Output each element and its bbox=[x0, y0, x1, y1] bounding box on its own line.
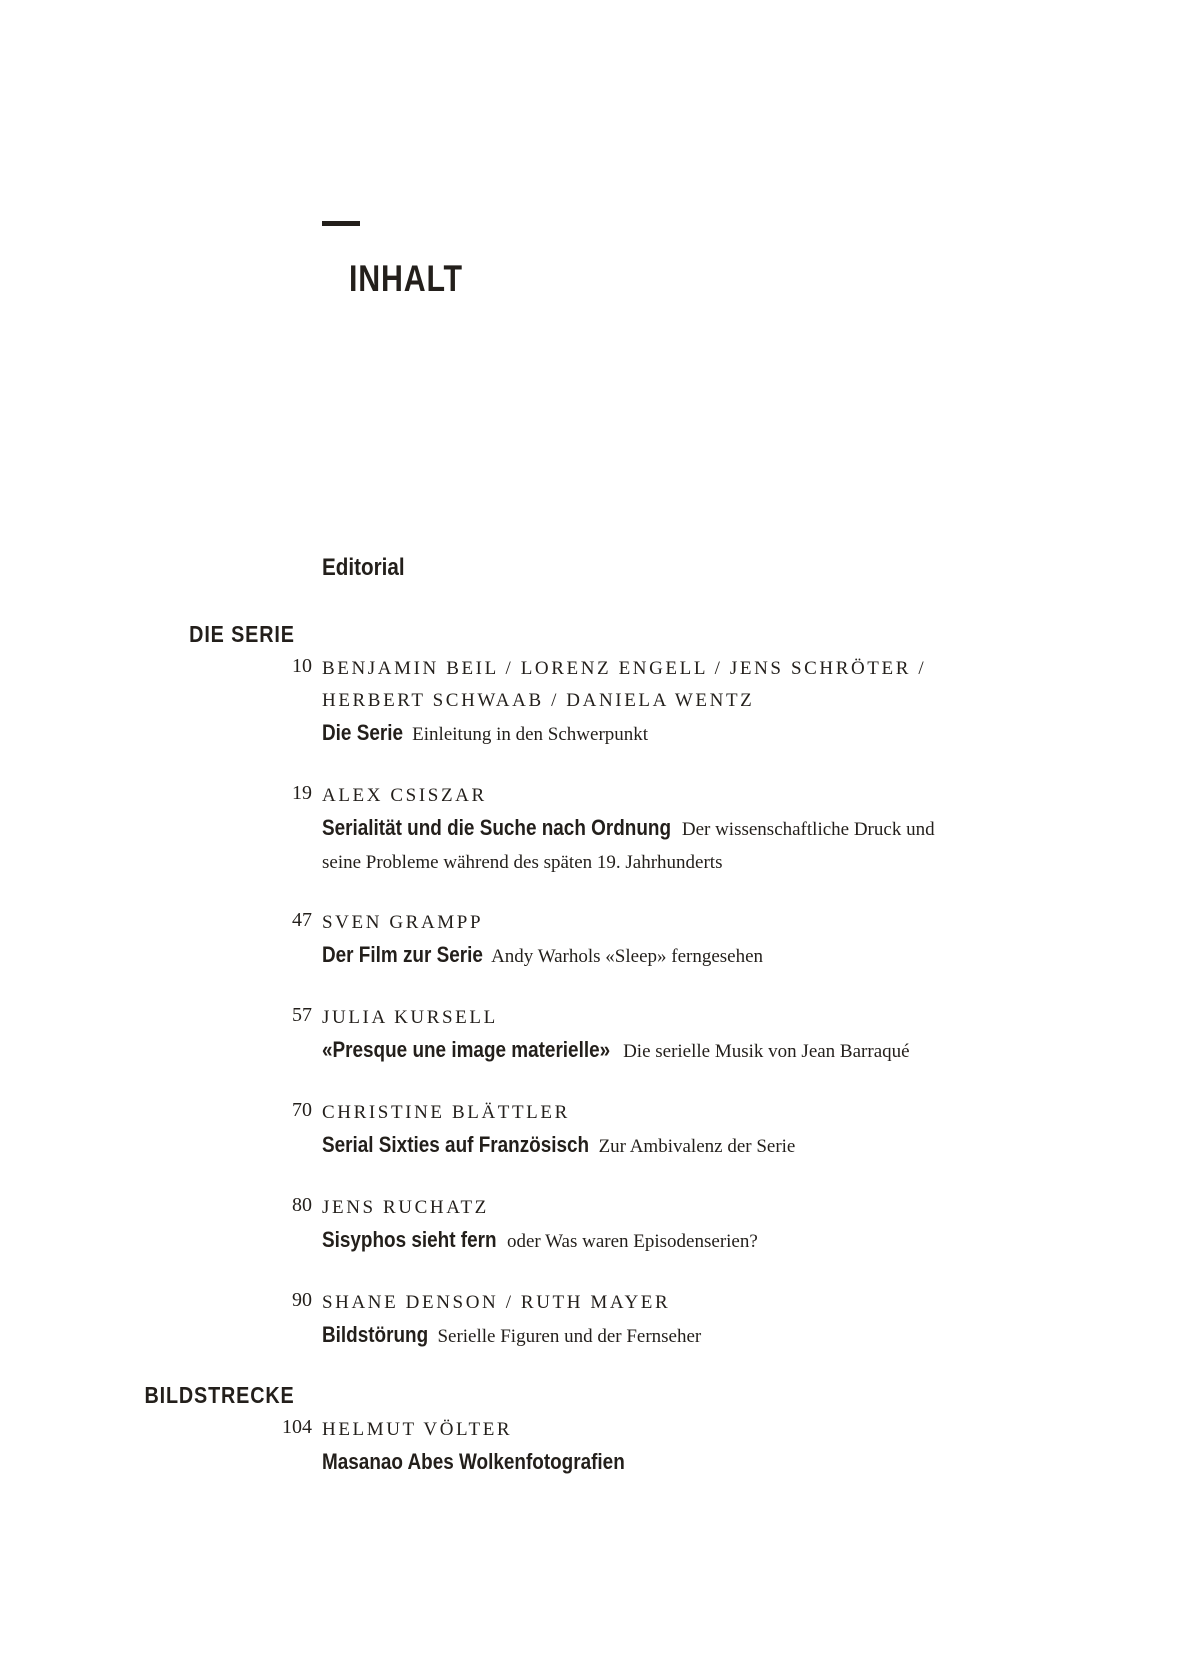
toc-entry[interactable] bbox=[292, 1002, 1082, 1069]
toc-entry[interactable] bbox=[292, 653, 1082, 752]
entry-authors: ALEX CSISZAR bbox=[322, 785, 487, 806]
entry-title: Bildstörung bbox=[322, 1322, 429, 1347]
page-number: 90 bbox=[292, 1289, 312, 1311]
entry-subtitle-continued: seine Probleme während des späten 19. Jahrhunderts bbox=[322, 852, 723, 873]
entry-title: Sisyphos sieht fern bbox=[322, 1227, 497, 1252]
entry-title: Serial Sixties auf Französisch bbox=[322, 1132, 590, 1157]
entry-subtitle: oder Was waren Episodenserien? bbox=[506, 1231, 758, 1252]
entry-authors: CHRISTINE BLÄTTLER bbox=[322, 1102, 570, 1123]
entry-title: Der Film zur Serie bbox=[322, 942, 483, 967]
editorial-entry[interactable]: Editorial bbox=[322, 554, 405, 581]
page-number: 10 bbox=[292, 655, 312, 677]
toc-entry[interactable] bbox=[292, 1097, 1082, 1164]
toc-entry[interactable] bbox=[292, 1192, 1082, 1259]
page-number: 57 bbox=[292, 1004, 312, 1026]
section-heading-bildstrecke: BILDSTRECKE bbox=[144, 1382, 295, 1408]
page-title: INHALT bbox=[349, 258, 463, 299]
entry-subtitle: Einleitung in den Schwerpunkt bbox=[412, 724, 649, 745]
toc-entry[interactable] bbox=[292, 1287, 1082, 1354]
toc-entry[interactable] bbox=[292, 780, 1082, 879]
entry-subtitle: Der wissenschaftliche Druck und bbox=[681, 819, 935, 840]
entry-subtitle: Zur Ambivalenz der Serie bbox=[598, 1136, 796, 1157]
entry-authors: SHANE DENSON / RUTH MAYER bbox=[322, 1292, 671, 1313]
entry-authors: HELMUT VÖLTER bbox=[322, 1419, 513, 1440]
page-number: 70 bbox=[292, 1099, 312, 1121]
entry-subtitle: Serielle Figuren und der Fernseher bbox=[437, 1326, 702, 1347]
entry-authors: JENS RUCHATZ bbox=[322, 1197, 489, 1218]
entry-authors: JULIA KURSELL bbox=[322, 1007, 498, 1028]
entry-authors-continued: HERBERT SCHWAAB / DANIELA WENTZ bbox=[322, 690, 755, 711]
entry-title: «Presque une image materielle» bbox=[322, 1037, 611, 1062]
page-number: 80 bbox=[292, 1194, 312, 1216]
entry-title: Masanao Abes Wolkenfotografien bbox=[322, 1449, 625, 1474]
title-dash bbox=[322, 221, 360, 226]
entry-title: Die Serie bbox=[322, 720, 403, 745]
entry-authors: BENJAMIN BEIL / LORENZ ENGELL / JENS SCHRÖTER / bbox=[322, 658, 927, 679]
entry-subtitle: Die serielle Musik von Jean Barraqué bbox=[623, 1041, 910, 1062]
entry-subtitle: Andy Warhols «Sleep» ferngesehen bbox=[491, 946, 764, 967]
page-number: 104 bbox=[282, 1416, 312, 1438]
section-heading-die-serie: DIE SERIE bbox=[189, 621, 295, 647]
toc-entry[interactable] bbox=[292, 907, 1082, 974]
page-number: 19 bbox=[292, 782, 312, 804]
toc-entry[interactable] bbox=[282, 1414, 1082, 1481]
page-number: 47 bbox=[292, 909, 312, 931]
entry-authors: SVEN GRAMPP bbox=[322, 912, 484, 933]
entry-title: Serialität und die Suche nach Ordnung bbox=[322, 815, 672, 840]
